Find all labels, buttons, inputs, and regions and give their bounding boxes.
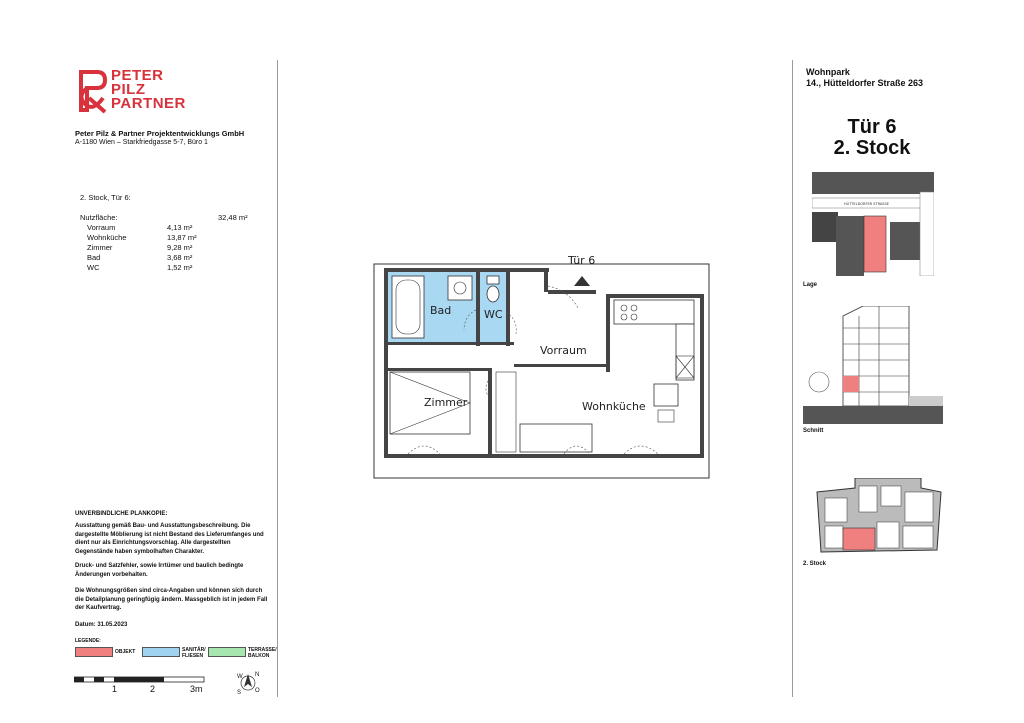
thumb-label-stock: 2. Stock [803, 561, 827, 567]
company-name: Peter Pilz & Partner Projektentwicklungs GmbH [75, 129, 245, 138]
plan-date: Datum: 31.05.2023 [75, 622, 128, 628]
scale-tick-2: 2 [150, 684, 156, 694]
project-name: Wohnpark [806, 67, 850, 77]
company-address: A-1180 Wien – Starkfriedgasse 5-7, Büro 1 [75, 139, 208, 146]
disclaimer-heading: UNVERBINDLICHE PLANKOPIE: [75, 511, 168, 517]
divider-left [277, 60, 278, 697]
plan-door-label: Tür 6 [568, 254, 596, 267]
legend-swatch-objekt [75, 647, 113, 657]
site-map-thumbnail [812, 172, 934, 276]
room-area-row: Zimmer 9,28 m² [87, 243, 193, 252]
compass-n: N [255, 672, 260, 678]
logo-line-2: PILZ [111, 81, 146, 98]
compass-w: W [237, 674, 243, 680]
legend-label-terrasse: TERRASSE/ BALKON [248, 647, 277, 659]
disclaimer-text-2: Druck- und Satzfehler, sowie Irrtümer und baulich bedingte Änderungen vorbehalten. [75, 563, 244, 578]
unit-heading: 2. Stock, Tür 6: [80, 193, 131, 202]
plan-room-zimmer: Zimmer [424, 396, 468, 409]
title-floor: 2. Stock [833, 137, 911, 159]
scale-bar [74, 676, 214, 696]
plan-room-wohnkueche: Wohnküche [582, 400, 646, 413]
street-label: HÜTTELDORFER STRASSE [844, 202, 889, 206]
plan-room-bad: Bad [430, 304, 452, 317]
total-label: Nutzfläche: [80, 213, 118, 222]
room-area-row: Wohnküche 13,87 m² [87, 233, 197, 242]
legend-swatch-sanitaer [142, 647, 180, 657]
logo-mark-icon [75, 68, 109, 114]
thumb-label-schnitt: Schnitt [803, 428, 824, 434]
total-value: 32,48 m² [218, 213, 248, 222]
floorplan-overview-thumbnail [815, 478, 943, 556]
logo-line-3: PARTNER [111, 95, 186, 112]
compass-s: S [237, 690, 242, 696]
scale-tick-3: 3m [190, 684, 203, 694]
room-area-list [87, 223, 227, 273]
scale-tick-1: 1 [112, 684, 118, 694]
plan-room-wc: WC [484, 308, 503, 321]
legend-label-sanitaer: SANITÄR/ FLIESEN [182, 647, 206, 659]
plan-room-vorraum: Vorraum [540, 344, 587, 357]
compass-icon [233, 668, 263, 698]
thumb-label-lage: Lage [803, 282, 818, 288]
disclaimer-text-1: Ausstattung gemäß Bau- und Ausstattungsbeschreibung. Die dargestellte Möblierung ist nicht Bestand des Lieferumfanges und dient nur als Einrichtungsvorschlag. Alle dargestellten Gegenstände haben symbolhaften Charakter. [75, 523, 264, 555]
floor-plan [368, 250, 718, 500]
legend-title: LEGENDE: [75, 638, 101, 644]
legend-swatch-terrasse [208, 647, 246, 657]
company-logo [75, 68, 195, 114]
project-address: 14., Hütteldorfer Straße 263 [806, 78, 924, 88]
logo-line-1: PETER [111, 67, 164, 84]
room-area-row: WC 1,52 m² [87, 263, 193, 272]
room-area-row: Bad 3,68 m² [87, 253, 193, 262]
disclaimer-text-3: Die Wohnungsgrößen sind circa-Angaben und können sich durch die Detailplanung geringfügig ändern. Massgeblich ist in jedem Fall der Kaufvertrag. [75, 588, 268, 611]
section-thumbnail [803, 306, 943, 424]
room-area-row: Vorraum 4,13 m² [87, 223, 193, 232]
legend-label-objekt: OBJEKT [115, 649, 136, 655]
divider-right [792, 60, 793, 697]
title-door: Tür 6 [847, 116, 897, 138]
compass-o: O [255, 688, 260, 694]
legend [75, 638, 275, 664]
